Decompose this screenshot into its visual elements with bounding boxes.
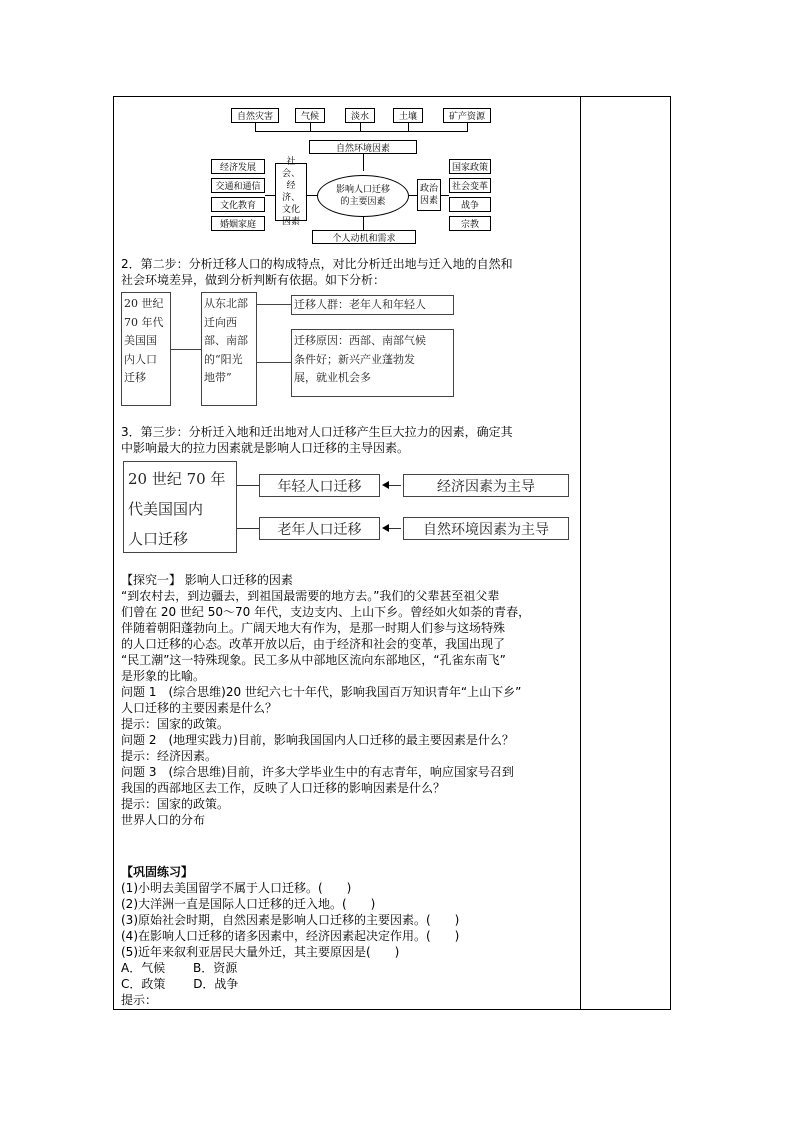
dominant-factor-diagram xyxy=(114,461,580,556)
factor-natural-disaster: 自然灾害 xyxy=(231,108,279,123)
world-population-line: 世界人口的分布 xyxy=(121,813,206,827)
d2-reason-line: 条件好；新兴产业蓬勃发 xyxy=(294,352,415,366)
practice-item: (5)近年来叙利亚居民大量外迁，其主要原因是( ) xyxy=(121,945,400,959)
inquiry-line: 是形象的比喻。 xyxy=(121,669,206,683)
column-divider xyxy=(580,97,581,1009)
question-3-cont: 我国的西部地区去工作，反映了人口迁移的影响因素是什么？ xyxy=(121,781,446,795)
migration-factors-diagram xyxy=(114,97,580,247)
d2-middle-box xyxy=(201,292,257,406)
practice-item: (2)大洋洲一直是国际人口迁移的迁入地。( ) xyxy=(121,897,376,911)
d2-mid-line: 部、南部 xyxy=(204,334,248,347)
factor-marriage: 婚姻家庭 xyxy=(211,216,265,231)
d2-left-line: 20 世纪 xyxy=(124,297,164,310)
practice-item: (1)小明去美国留学不属于人口迁移。( ) xyxy=(121,881,352,895)
step3-line2: 中影响最大的拉力因素就是影响人口迁移的主导因素。 xyxy=(121,441,410,455)
question-1-cont: 人口迁移的主要因素是什么？ xyxy=(121,701,278,715)
d3-young-migration: 年轻人口迁移 xyxy=(259,474,380,497)
factor-national-policy: 国家政策 xyxy=(449,159,491,174)
worksheet-table xyxy=(113,96,671,1010)
question-2: 问题 2 (地理实践力)目前，影响我国国内人口迁移的最主要因素是什么？ xyxy=(121,733,514,747)
factor-transport: 交通和通信 xyxy=(211,178,265,193)
factor-mineral: 矿产资源 xyxy=(443,108,491,123)
practice-heading: 【巩固练习】 xyxy=(121,865,194,879)
practice-item: (4)在影响人口迁移的诸多因素中，经济因素起决定作用。( ) xyxy=(121,929,460,943)
center-ellipse: 影响人口迁移的主要因素 xyxy=(317,175,409,217)
d3-left-line: 代美国国内 xyxy=(128,500,204,518)
inquiry-heading: 【探究一】 影响人口迁移的因素 xyxy=(121,573,293,587)
arrow-left-icon xyxy=(382,524,389,532)
question-3: 问题 3 (综合思维)目前，许多大学毕业生中的有志青年，响应国家号召到 xyxy=(121,765,514,779)
us-migration-analysis-diagram xyxy=(114,292,580,407)
inquiry-line: 们曾在 20 世纪 50～70 年代，支边支内、上山下乡。曾经如火如荼的青春， xyxy=(121,605,531,619)
practice-item: (3)原始社会时期，自然因素是影响人口迁移的主要因素。( ) xyxy=(121,913,460,927)
inquiry-line: “民工潮”这一特殊现象。民工多从中部地区流向东部地区，“孔雀东南飞” xyxy=(121,653,506,667)
d2-mid-line: 迁向西 xyxy=(204,315,237,329)
d2-reason-line: 展，就业机会多 xyxy=(294,371,371,384)
d3-economic-dominant: 经济因素为主导 xyxy=(403,474,569,497)
inquiry-line: 伴随着朝阳蓬勃向上。广阔天地大有作为，是那一时期人们参与这场特殊 xyxy=(121,621,506,635)
factor-soil: 土壤 xyxy=(393,108,423,123)
inquiry-line: “到农村去，到边疆去，到祖国最需要的地方去。”我们的父辈甚至祖父辈 xyxy=(121,589,500,603)
step2-line1: 2．第二步：分析迁移人口的构成特点，对比分析迁出地与迁入地的自然和 xyxy=(121,257,513,271)
d2-left-line: 迁移 xyxy=(124,371,146,384)
factor-climate: 气候 xyxy=(295,108,325,123)
option-row-ab: A．气候 B．资源 xyxy=(121,961,238,975)
inquiry-line: 的人口迁移的心态。改革开放以后，由于经济和社会的变革，我国出现了 xyxy=(121,637,506,651)
d2-mid-line: 从东北部 xyxy=(204,297,248,310)
practice-section xyxy=(121,865,577,1005)
d3-old-migration: 老年人口迁移 xyxy=(259,517,380,540)
political-factors-label: 政治因素 xyxy=(417,179,441,211)
arrow-left-icon xyxy=(382,481,389,489)
factor-freshwater: 淡水 xyxy=(345,108,375,123)
d2-reason-line: 迁移原因：西部、南部气候 xyxy=(294,334,426,347)
d2-mid-line: 地带” xyxy=(204,371,232,384)
d3-left-line: 20 世纪 70 年 xyxy=(128,470,226,488)
step2-line2: 社会环境差异，做到分析判断有依据。如下分析： xyxy=(121,273,386,287)
hint-2: 提示：经济因素。 xyxy=(121,749,218,763)
question-1: 问题 1 (综合思维)20 世纪六七十年代，影响我国百万知识青年“上山下乡” xyxy=(121,685,522,699)
personal-motivation-label: 个人动机和需求 xyxy=(312,230,416,244)
d2-left-line: 美国国 xyxy=(124,334,157,347)
practice-hint: 提示： xyxy=(121,993,158,1007)
hint-1: 提示：国家的政策。 xyxy=(121,717,230,731)
factor-religion: 宗教 xyxy=(449,216,491,231)
d2-migrant-group-box: 迁移人群：老年人和年轻人 xyxy=(291,295,454,315)
d2-left-line: 内人口 xyxy=(124,352,157,366)
d3-left-box xyxy=(123,461,237,553)
natural-environment-label: 自然环境因素 xyxy=(309,140,417,154)
d3-left-line: 人口迁移 xyxy=(128,530,189,548)
option-row-cd: C．政策 D．战争 xyxy=(121,977,239,991)
d2-left-line: 70 年代 xyxy=(124,315,164,329)
social-economic-label: 社会、经济、文化因素 xyxy=(275,163,307,221)
factor-war: 战争 xyxy=(449,197,491,212)
factor-social-change: 社会变革 xyxy=(449,178,491,193)
d2-mid-line: 的“阳光 xyxy=(204,352,243,366)
hint-3: 提示：国家的政策。 xyxy=(121,797,230,811)
factor-education: 文化教育 xyxy=(211,197,265,212)
d2-migration-reason-box xyxy=(291,329,454,397)
inquiry-section xyxy=(121,573,577,873)
d3-natural-dominant: 自然环境因素为主导 xyxy=(403,517,569,540)
step3-line1: 3．第三步：分析迁入地和迁出地对人口迁移产生巨大拉力的因素，确定其 xyxy=(121,425,513,439)
d2-left-box xyxy=(121,292,171,406)
factor-economic-development: 经济发展 xyxy=(211,159,265,174)
